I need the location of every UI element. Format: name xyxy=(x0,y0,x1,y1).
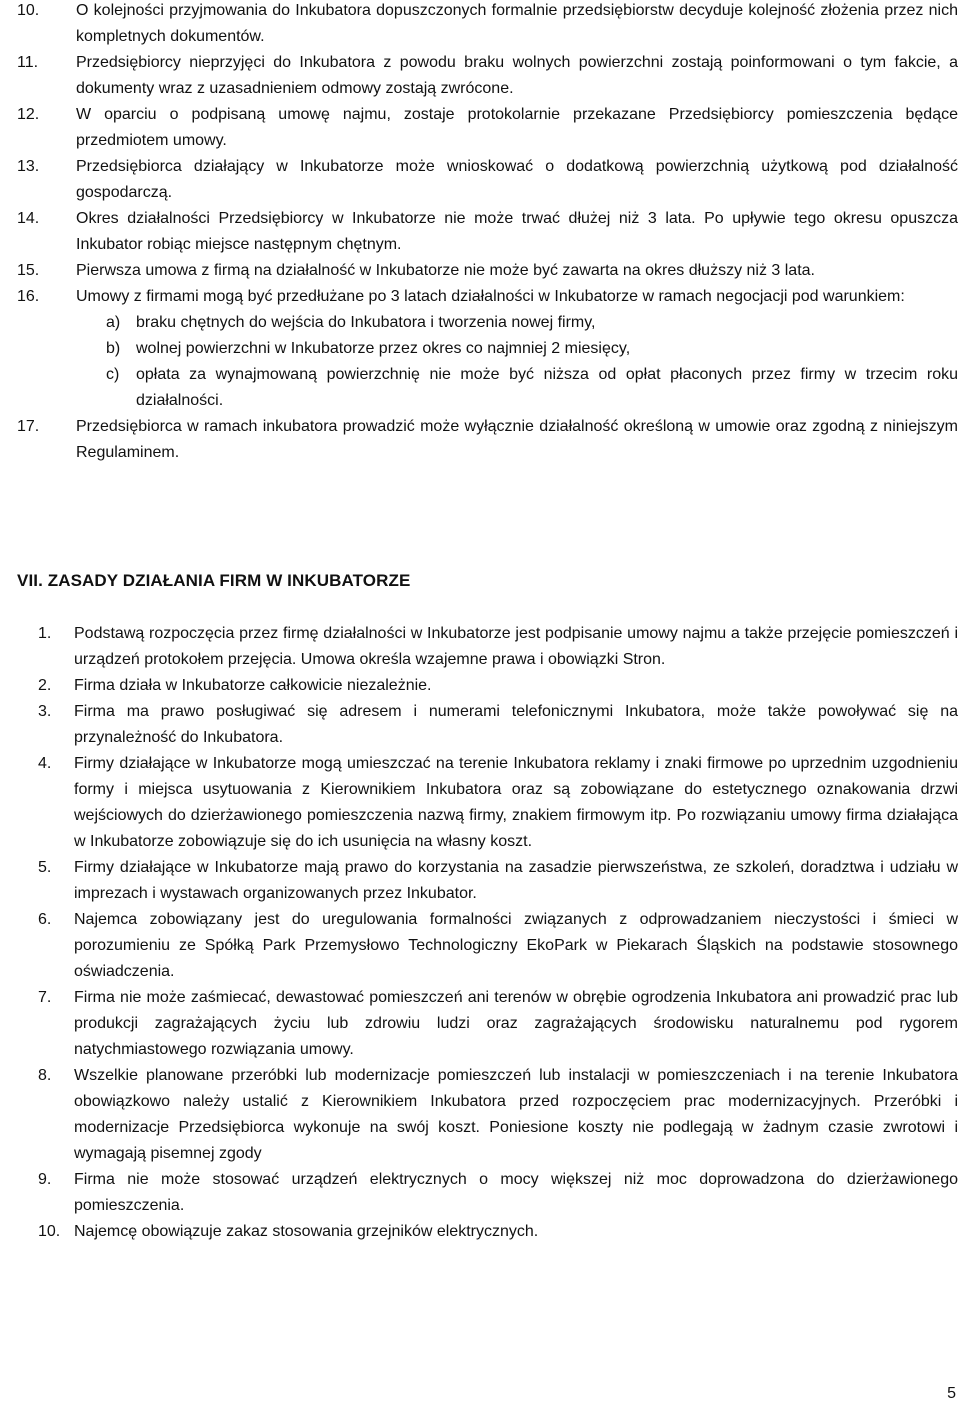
list-item xyxy=(0,284,960,310)
item-text: Najemcę obowiązuje zakaz stosowania grzejników elektrycznych. xyxy=(74,1223,539,1240)
item-number: 1. xyxy=(38,625,52,642)
item-number: 16. xyxy=(17,288,40,305)
item-text: W oparciu o podpisaną umowę najmu, zostaje protokolarnie przekazane Przedsiębiorcy pomieszczenia będące przedmiotem umowy. xyxy=(76,106,958,149)
item-text: Firmy działające w Inkubatorze mogą umieszczać na terenie Inkubatora reklamy i znaki firmowe po uprzednim uzgodnieniu formy i miejsca usytuowania z Kierownikiem Inkubatora oraz są zobowiązane do estetycznego oznakowania drzwi wejściowych do dzierżawionego pomieszczenia nazwą firmy, znakiem firmowym itp. Po rozwiązaniu umowy firma działająca w Inkubatorze zobowiązuje się do ich usunięcia na własny koszt. xyxy=(74,755,958,850)
condition-letter: c) xyxy=(106,366,120,383)
list-item xyxy=(0,673,960,699)
item-number: 12. xyxy=(17,106,40,123)
item-text: Podstawą rozpoczęcia przez firmę działalności w Inkubatorze jest podpisanie umowy najmu a także przejęcie pomieszczeń i urządzeń protokołem przejęcia. Umowa określa wzajemne prawa i obowiązki Stron. xyxy=(74,625,958,668)
list-item xyxy=(0,154,960,206)
regulation-list-continued xyxy=(0,0,960,466)
list-item xyxy=(0,699,960,751)
condition-item xyxy=(0,336,960,362)
item-number: 8. xyxy=(38,1067,52,1084)
list-item xyxy=(0,1167,960,1219)
list-item xyxy=(0,50,960,102)
item-text: Firmy działające w Inkubatorze mają prawo do korzystania na zasadzie pierwszeństwa, ze szkoleń, doradztwa i udziału w imprezach i wystawach organizowanych przez Inkubator. xyxy=(74,859,958,902)
item-number: 4. xyxy=(38,755,52,772)
item-number: 13. xyxy=(17,158,40,175)
list-item xyxy=(0,1063,960,1167)
list-item xyxy=(0,985,960,1063)
item-number: 9. xyxy=(38,1171,52,1188)
item-number: 2. xyxy=(38,677,52,694)
item-text: Pierwsza umowa z firmą na działalność w Inkubatorze nie może być zawarta na okres dłuższy niż 3 lata. xyxy=(76,262,815,279)
item-text: O kolejności przyjmowania do Inkubatora dopuszczonych formalnie przedsiębiorstw decyduje kolejność złożenia przez nich kompletnych dokumentów. xyxy=(76,2,958,45)
item-text: Firma nie może zaśmiecać, dewastować pomieszczeń ani terenów w obrębie ogrodzenia Inkubatora ani prowadzić prac lub produkcji zagrażających życiu lub zdrowiu ludzi oraz zagrażających środowisku naturalnemu pod rygorem natychmiastowego rozwiązania umowy. xyxy=(74,989,958,1058)
page-number: 5 xyxy=(947,1385,956,1402)
condition-text: wolnej powierzchni w Inkubatorze przez okres co najmniej 2 miesięcy, xyxy=(136,340,631,357)
section-heading: VII. ZASADY DZIAŁANIA FIRM W INKUBATORZE xyxy=(17,571,411,590)
list-item xyxy=(0,751,960,855)
item-text: Przedsiębiorcy nieprzyjęci do Inkubatora z powodu braku wolnych powierzchni zostają poinformowani o tym fakcie, a dokumenty wraz z uzasadnieniem odmowy zostają zwrócone. xyxy=(76,54,958,97)
item-number: 11. xyxy=(17,54,39,71)
list-item xyxy=(0,414,960,466)
item-text: Wszelkie planowane przeróbki lub modernizacje pomieszczeń lub instalacji w pomieszczeniach i na terenie Inkubatora obowiązkowo należy ustalić z Kierownikiem Inkubatora przed rozpoczęciem prac modernizacyjnych. Przeróbki i modernizacje Przedsiębiorca wykonuje na swój koszt. Poniesione koszty nie podlegają w żadnym czasie zwrotowi i wymagają pisemnej zgody xyxy=(74,1067,958,1162)
item-number: 3. xyxy=(38,703,52,720)
item-number: 7. xyxy=(38,989,52,1006)
condition-text: opłata za wynajmowaną powierzchnię nie może być niższa od opłat płaconych przez firmy w trzecim roku działalności. xyxy=(136,366,958,409)
list-item xyxy=(0,855,960,907)
list-item xyxy=(0,102,960,154)
condition-item xyxy=(0,310,960,336)
list-item xyxy=(0,621,960,673)
rules-list xyxy=(0,621,960,1245)
item-number: 15. xyxy=(17,262,40,279)
item-text: Przedsiębiorca działający w Inkubatorze może wnioskować o dodatkową powierzchnią użytkową pod działalność gospodarczą. xyxy=(76,158,958,201)
item-text: Najemca zobowiązany jest do uregulowania formalności związanych z odprowadzaniem nieczystości i śmieci w porozumieniu ze Spółką Park Przemysłowo Technologiczny EkoPark w Piekarach Śląskich na podstawie stosownego oświadczenia. xyxy=(74,911,958,980)
condition-item xyxy=(0,362,960,414)
list-item xyxy=(0,258,960,284)
condition-text: braku chętnych do wejścia do Inkubatora i tworzenia nowej firmy, xyxy=(136,314,596,331)
item-number: 5. xyxy=(38,859,52,876)
item-number: 10. xyxy=(38,1223,61,1240)
list-item xyxy=(0,907,960,985)
condition-letter: b) xyxy=(106,340,121,357)
list-item xyxy=(0,0,960,50)
item-number: 10. xyxy=(17,2,40,19)
item-text: Firma działa w Inkubatorze całkowicie niezależnie. xyxy=(74,677,432,694)
item-text: Okres działalności Przedsiębiorcy w Inkubatorze nie może trwać dłużej niż 3 lata. Po upływie tego okresu opuszcza Inkubator robiąc miejsce następnym chętnym. xyxy=(76,210,958,253)
item-number: 17. xyxy=(17,418,40,435)
item-text: Umowy z firmami mogą być przedłużane po 3 latach działalności w Inkubatorze w ramach negocjacji pod warunkiem: xyxy=(76,288,905,305)
list-item xyxy=(0,206,960,258)
item-text: Firma ma prawo posługiwać się adresem i numerami telefonicznymi Inkubatora, może także powoływać się na przynależność do Inkubatora. xyxy=(74,703,958,746)
item-number: 14. xyxy=(17,210,40,227)
condition-letter: a) xyxy=(106,314,121,331)
list-item xyxy=(0,1219,960,1245)
item-text: Firma nie może stosować urządzeń elektrycznych o mocy większej niż moc doprowadzona do dzierżawionego pomieszczenia. xyxy=(74,1171,958,1214)
item-number: 6. xyxy=(38,911,52,928)
item-text: Przedsiębiorca w ramach inkubatora prowadzić może wyłącznie działalność określoną w umowie oraz zgodną z niniejszym Regulaminem. xyxy=(76,418,958,461)
